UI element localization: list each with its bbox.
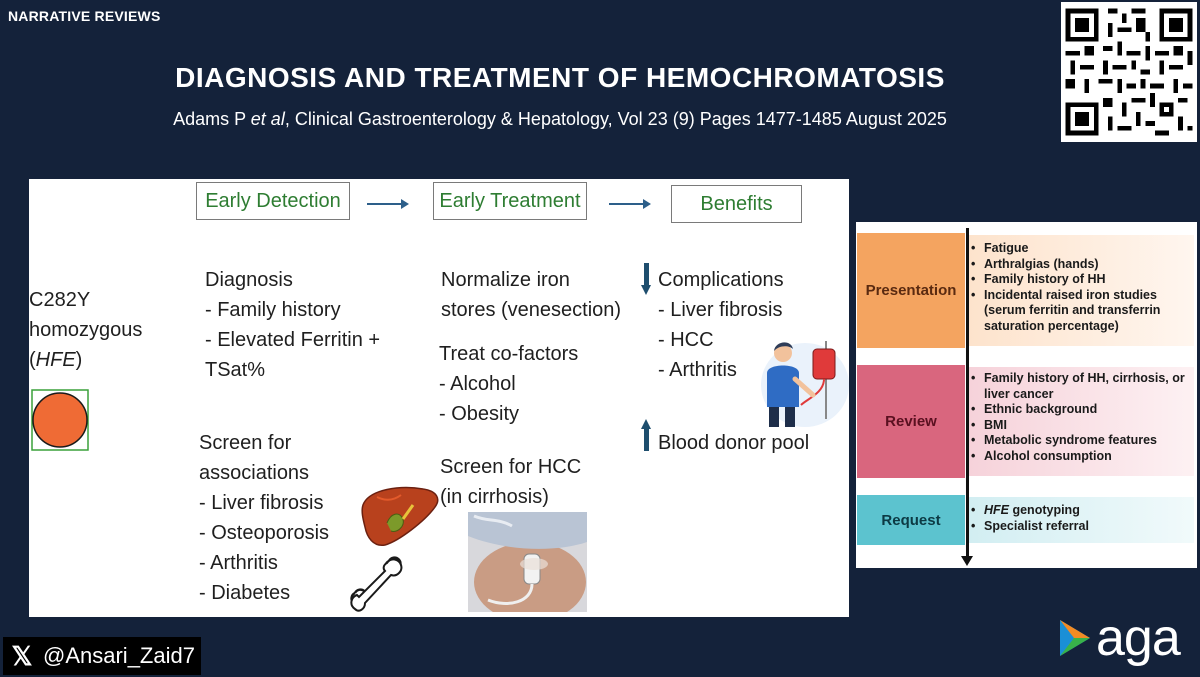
qr-code[interactable] bbox=[1061, 2, 1197, 142]
citation bbox=[0, 109, 1120, 130]
diagnosis-item: TSat% bbox=[205, 359, 266, 381]
request-gene: HFE bbox=[984, 503, 1009, 517]
request-label: Request bbox=[857, 495, 965, 545]
review-row bbox=[856, 365, 1197, 478]
genotype-gene: HFE bbox=[35, 349, 76, 371]
review-item: • Alcohol consumption bbox=[968, 449, 1194, 465]
complications-title: Complications bbox=[658, 269, 784, 291]
benefits-box: Benefits bbox=[671, 185, 802, 223]
treatment-flow-panel bbox=[29, 179, 849, 617]
screen-hcc-line: (in cirrhosis) bbox=[440, 486, 549, 508]
screen-assoc-title: Screen for bbox=[199, 432, 292, 454]
normalize-iron-text bbox=[441, 265, 621, 325]
social-handle[interactable] bbox=[3, 637, 201, 675]
genotype-paren-close: ) bbox=[75, 349, 83, 371]
review-label: Review bbox=[857, 365, 965, 478]
x-logo-icon: 𝕏 bbox=[3, 637, 41, 675]
diagnosis-title: Diagnosis bbox=[205, 269, 293, 291]
screen-assoc-item: - Liver fibrosis bbox=[199, 492, 324, 514]
genotype-line-3 bbox=[29, 345, 142, 375]
arrow-down-icon bbox=[641, 263, 652, 295]
presentation-label: Presentation bbox=[857, 233, 965, 348]
handle-text: @Ansari_Zaid7 bbox=[41, 637, 201, 675]
qr-code-graphic bbox=[1061, 2, 1197, 142]
diagnosis-item: - Family history bbox=[205, 299, 341, 321]
screen-assoc-item: - Osteoporosis bbox=[199, 522, 330, 544]
page-title: DIAGNOSIS AND TREATMENT OF HEMOCHROMATOSIS bbox=[175, 62, 945, 93]
cofactors-title: Treat co-factors bbox=[439, 343, 579, 365]
early-detection-box: Early Detection bbox=[196, 182, 350, 220]
section-tag: NARRATIVE REVIEWS bbox=[8, 8, 161, 24]
review-list bbox=[968, 371, 1194, 464]
review-item: • Metabolic syndrome features bbox=[968, 433, 1194, 449]
bone-icon bbox=[345, 553, 407, 615]
request-item: • Specialist referral bbox=[968, 519, 1194, 535]
blood-donor-text: Blood donor pool bbox=[658, 432, 810, 454]
screen-assoc-item: - Diabetes bbox=[199, 582, 291, 604]
citation-authors: Adams P bbox=[173, 109, 251, 129]
arrow-up-icon bbox=[641, 419, 652, 451]
diagnosis-item: - Elevated Ferritin + bbox=[205, 329, 381, 351]
screen-associations-list bbox=[199, 428, 329, 608]
normalize-line: Normalize iron bbox=[441, 269, 570, 291]
timeline-arrow-icon bbox=[966, 228, 969, 560]
cofactors-list bbox=[439, 339, 578, 429]
genotype-line-1: C282Y bbox=[29, 289, 91, 311]
screen-hcc-text bbox=[440, 452, 581, 512]
screen-hcc-line: Screen for HCC bbox=[440, 456, 582, 478]
review-item: • Family history of HH, cirrhosis, or liver cancer bbox=[968, 371, 1194, 402]
presentation-list bbox=[968, 241, 1194, 334]
screen-assoc-item: - Arthritis bbox=[199, 552, 278, 574]
request-row bbox=[856, 495, 1197, 545]
presentation-item: • Incidental raised iron studies (serum ferritin and transferrin saturation percentage) bbox=[968, 288, 1194, 335]
ultrasound-photo bbox=[468, 512, 587, 612]
screen-assoc-title: associations bbox=[199, 462, 310, 484]
orange-circle-icon bbox=[31, 389, 89, 451]
presentation-item: • Arthralgias (hands) bbox=[968, 257, 1194, 273]
early-treatment-box: Early Treatment bbox=[433, 182, 587, 220]
cofactors-item: - Alcohol bbox=[439, 373, 516, 395]
cofactors-item: - Obesity bbox=[439, 403, 520, 425]
presentation-row bbox=[856, 233, 1197, 348]
liver-icon bbox=[359, 483, 441, 549]
aga-triangle-icon bbox=[1058, 618, 1092, 658]
presentation-item: • Family history of HH bbox=[968, 272, 1194, 288]
aga-logo bbox=[1058, 609, 1180, 667]
diagnosis-list bbox=[205, 265, 380, 385]
citation-et-al: et al bbox=[250, 109, 285, 129]
request-list bbox=[968, 503, 1194, 534]
arrow-right-icon bbox=[367, 203, 407, 205]
review-item: • Ethnic background bbox=[968, 402, 1194, 418]
request-item-text: genotyping bbox=[1009, 503, 1080, 517]
genotype-line-2: homozygous bbox=[29, 319, 143, 341]
presentation-item: • Fatigue bbox=[968, 241, 1194, 257]
citation-journal: , Clinical Gastroenterology & Hepatology, Vol 23 (9) Pages 1477-1485 August 2025 bbox=[284, 109, 947, 129]
aga-wordmark: aga bbox=[1096, 609, 1180, 667]
complications-item: - HCC bbox=[658, 329, 714, 351]
genotype-paren-open: ( bbox=[29, 349, 36, 371]
arrow-right-icon bbox=[609, 203, 649, 205]
complications-item: - Liver fibrosis bbox=[658, 299, 783, 321]
blood-donor-illustration bbox=[755, 329, 849, 429]
normalize-line: stores (venesection) bbox=[441, 299, 622, 321]
genotype-label bbox=[29, 285, 142, 375]
review-item: • BMI bbox=[968, 418, 1194, 434]
clinical-pathway-panel bbox=[856, 222, 1197, 568]
request-item bbox=[968, 503, 1194, 519]
complications-item: - Arthritis bbox=[658, 359, 737, 381]
